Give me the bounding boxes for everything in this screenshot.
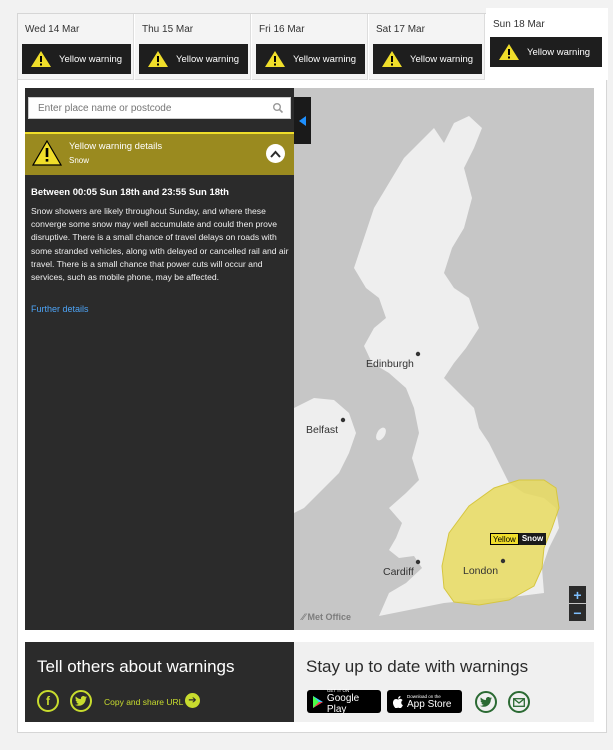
- app-store-big-text: App Store: [407, 698, 452, 710]
- tab-date: Fri 16 Mar: [259, 24, 305, 35]
- uk-map: [294, 88, 594, 630]
- day-tabs: [18, 14, 608, 80]
- app-download-section: [294, 642, 594, 722]
- share-heading: Tell others about warnings: [37, 657, 235, 676]
- tab-date: Sun 18 Mar: [493, 19, 545, 30]
- warning-label: Yellow warning: [176, 53, 240, 65]
- isle-of-man: [374, 426, 388, 442]
- arrow-right-icon[interactable]: ➔: [185, 693, 200, 708]
- warning-triangle-icon: [32, 140, 62, 166]
- edinburgh-dot: [416, 352, 420, 356]
- warning-label: Yellow warning: [59, 53, 123, 65]
- warning-badge: [139, 44, 248, 74]
- warning-detail-title: Yellow warning details: [69, 141, 163, 152]
- met-office-credit: [302, 612, 351, 622]
- apple-icon: [393, 696, 403, 708]
- email-icon[interactable]: [508, 691, 530, 713]
- further-details-link[interactable]: Further details: [31, 304, 89, 314]
- twitter-follow-icon[interactable]: [475, 691, 497, 713]
- tab-thu-15-mar[interactable]: [135, 14, 251, 80]
- warning-badge: [256, 44, 365, 74]
- warning-map[interactable]: [294, 88, 594, 630]
- warning-type: Snow: [69, 156, 90, 165]
- facebook-icon[interactable]: f: [37, 690, 59, 712]
- stay-heading: Stay up to date with warnings: [306, 657, 529, 676]
- search-box: [28, 97, 291, 119]
- city-label-london: London: [463, 565, 499, 577]
- warning-triangle-icon: [264, 50, 286, 68]
- warning-badge: [490, 37, 602, 67]
- warning-period: Between 00:05 Sun 18th and 23:55 Sun 18th: [31, 187, 229, 198]
- arrow-left-icon: [299, 116, 306, 126]
- warning-badge: [373, 44, 482, 74]
- search-icon[interactable]: [272, 102, 284, 114]
- sidebar-toggle-button[interactable]: [294, 97, 311, 144]
- tab-wed-14-mar[interactable]: [18, 14, 134, 80]
- share-section: [25, 642, 294, 722]
- tab-sun-18-mar[interactable]: [486, 8, 608, 80]
- met-office-credit-text: Met Office: [307, 612, 352, 622]
- tab-fri-16-mar[interactable]: [252, 14, 368, 80]
- chevron-up-icon: [270, 150, 281, 158]
- details-sidebar: [25, 88, 294, 630]
- zoom-out-button[interactable]: −: [569, 604, 586, 621]
- city-label-belfast: Belfast: [306, 424, 339, 436]
- warning-label: Yellow warning: [527, 46, 591, 58]
- google-play-small-text: GET IT ON: [326, 688, 350, 693]
- warning-description: Snow showers are likely throughout Sunday, and where these converge some snow may well accumulate and could then prove disruptive. There is a small chance of travel delays on roads with some stranded vehicles, along with delayed or cancelled rail and air travel. There is a small chance that power cuts will occur and services, such as mobile phone, may be affected.: [31, 206, 289, 283]
- cardiff-dot: [416, 560, 420, 564]
- copy-url-link[interactable]: Copy and share URL: [104, 697, 184, 707]
- tab-date: Thu 15 Mar: [142, 24, 194, 35]
- warning-panel: [25, 88, 594, 630]
- google-play-button[interactable]: [307, 690, 381, 713]
- city-label-cardiff: Cardiff: [383, 566, 414, 578]
- warning-label: Yellow warning: [293, 53, 357, 65]
- warning-triangle-icon: [30, 50, 52, 68]
- twitter-icon[interactable]: [70, 690, 92, 712]
- warning-triangle-icon: [381, 50, 403, 68]
- area-tag[interactable]: [490, 533, 546, 545]
- area-tag-level: Yellow: [490, 533, 519, 545]
- google-play-big-text: Google Play: [326, 693, 360, 715]
- warnings-widget: [17, 13, 607, 733]
- warning-badge: [22, 44, 131, 74]
- app-store-small-text: Download on the: [407, 693, 441, 699]
- belfast-dot: [341, 418, 345, 422]
- city-label-edinburgh: Edinburgh: [366, 358, 414, 370]
- zoom-in-button[interactable]: +: [569, 586, 586, 603]
- search-input[interactable]: [29, 99, 259, 119]
- warning-detail-header[interactable]: [25, 132, 294, 175]
- met-office-logo-icon: ⁄⁄: [302, 612, 306, 622]
- area-tag-type: Snow: [519, 533, 546, 545]
- app-store-button[interactable]: [387, 690, 462, 713]
- collapse-button[interactable]: [266, 144, 285, 163]
- tab-sat-17-mar[interactable]: [369, 14, 485, 80]
- tab-date: Sat 17 Mar: [376, 24, 425, 35]
- warning-label: Yellow warning: [410, 53, 474, 65]
- tab-date: Wed 14 Mar: [25, 24, 80, 35]
- warning-triangle-icon: [147, 50, 169, 68]
- ireland-landmass: [294, 398, 356, 513]
- london-dot: [501, 559, 505, 563]
- warning-triangle-icon: [498, 43, 520, 61]
- google-play-icon: [313, 696, 323, 708]
